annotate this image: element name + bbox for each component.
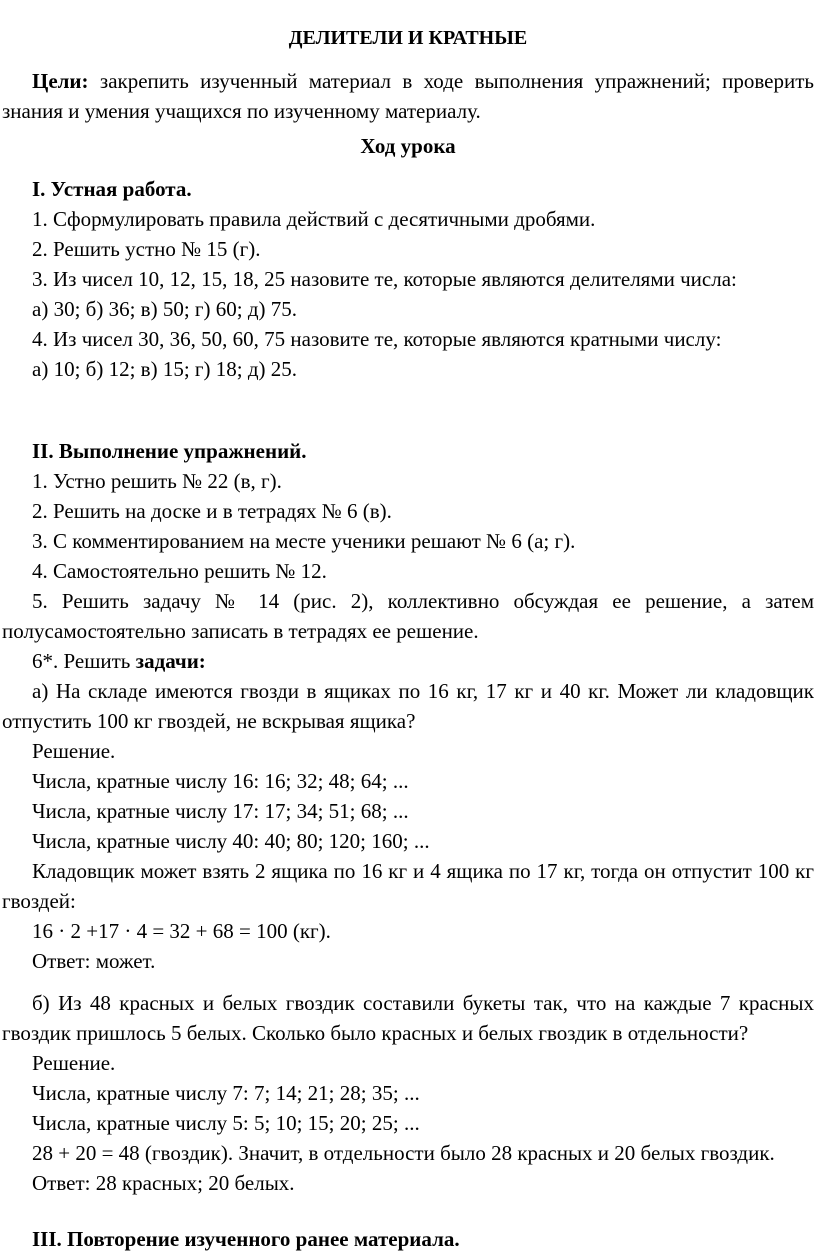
list-item: а) 10; б) 12; в) 15; г) 18; д) 25. (32, 357, 298, 381)
task-b-line: Числа, кратные числу 7: 7; 14; 21; 28; 35; ... (32, 1081, 420, 1105)
list-item: 1. Устно решить № 22 (в, г). (32, 469, 282, 493)
list-item: 3. Из чисел 10, 12, 15, 18, 25 назовите те, которые являются делителями числа: (32, 267, 737, 291)
list-item: 5. Решить задачу № 14 (рис. 2), коллективно обсуждая ее решение, а затем полусамостоятельно записать в тетрадях ее решение. (2, 589, 814, 643)
spacer (2, 976, 814, 988)
task-a-line: Решение. (32, 739, 116, 763)
goals-text: закрепить изученный материал в ходе выполнения упражнений; проверить знания и умения учащихся по изученному материалу. (2, 69, 814, 123)
list-item: 3. С комментированием на месте ученики решают № 6 (а; г). (32, 529, 576, 553)
list-item: 2. Решить устно № 15 (г). (32, 237, 261, 261)
section-3-heading: III. Повторение изученного ранее материала. (32, 1227, 460, 1251)
task-a-line: Кладовщик может взять 2 ящика по 16 кг и 4 ящика по 17 кг, тогда он отпустит 100 кг гвоздей: (2, 859, 814, 913)
task-b-line: Решение. (32, 1051, 116, 1075)
list-item: 2. Решить на доске и в тетрадях № 6 (в). (32, 499, 392, 523)
page-title: ДЕЛИТЕЛИ И КРАТНЫЕ (288, 27, 528, 49)
task-b-text: б) Из 48 красных и белых гвоздик составили букеты так, что на каждые 7 красных гвоздик пришлось 5 белых. Сколько было красных и белых гвоздик в отдельности? (2, 991, 814, 1045)
task-a-text: а) На складе имеются гвозди в ящиках по 16 кг, 17 кг и 40 кг. Может ли кладовщик отпустить 100 кг гвоздей, не вскрывая ящика? (2, 679, 814, 733)
list-item: а) 30; б) 36; в) 50; г) 60; д) 75. (32, 297, 298, 321)
list-item: 1. Сформулировать правила действий с десятичными дробями. (32, 207, 596, 231)
section-3 (2, 1224, 814, 1254)
task-b-line: Ответ: 28 красных; 20 белых. (32, 1171, 295, 1195)
goals-label: Цели: (32, 69, 89, 93)
task-a-line: Ответ: может. (32, 949, 156, 973)
section-2-heading: II. Выполнение упражнений. (32, 439, 307, 463)
section-1-heading: I. Устная работа. (32, 177, 192, 201)
task-a-line: Числа, кратные числу 16: 16; 32; 48; 64; ... (32, 769, 409, 793)
list-item: 4. Из чисел 30, 36, 50, 60, 75 назовите те, которые являются кратными числу: (32, 327, 722, 351)
task-a-line: Числа, кратные числу 17: 17; 34; 51; 68; ... (32, 799, 409, 823)
task-6-bold: задачи: (135, 649, 206, 673)
task-b-line: Числа, кратные числу 5: 5; 10; 15; 20; 25; ... (32, 1111, 420, 1135)
section-1 (2, 174, 814, 384)
task-a-line: 16 · 2 +17 · 4 = 32 + 68 = 100 (кг). (32, 919, 331, 943)
list-item: 4. Самостоятельно решить № 12. (32, 559, 327, 583)
goals-paragraph (2, 66, 814, 126)
task-a-line: Числа, кратные числу 40: 40; 80; 120; 160; ... (32, 829, 430, 853)
plan-heading: Ход урока (360, 134, 456, 158)
section-2 (2, 436, 814, 1198)
task-b-line: 28 + 20 = 48 (гвоздик). Значит, в отдельности было 28 красных и 20 белых гвоздик. (32, 1141, 775, 1165)
task-6-prefix: 6*. Решить (32, 649, 136, 673)
task-6-heading (2, 646, 814, 676)
